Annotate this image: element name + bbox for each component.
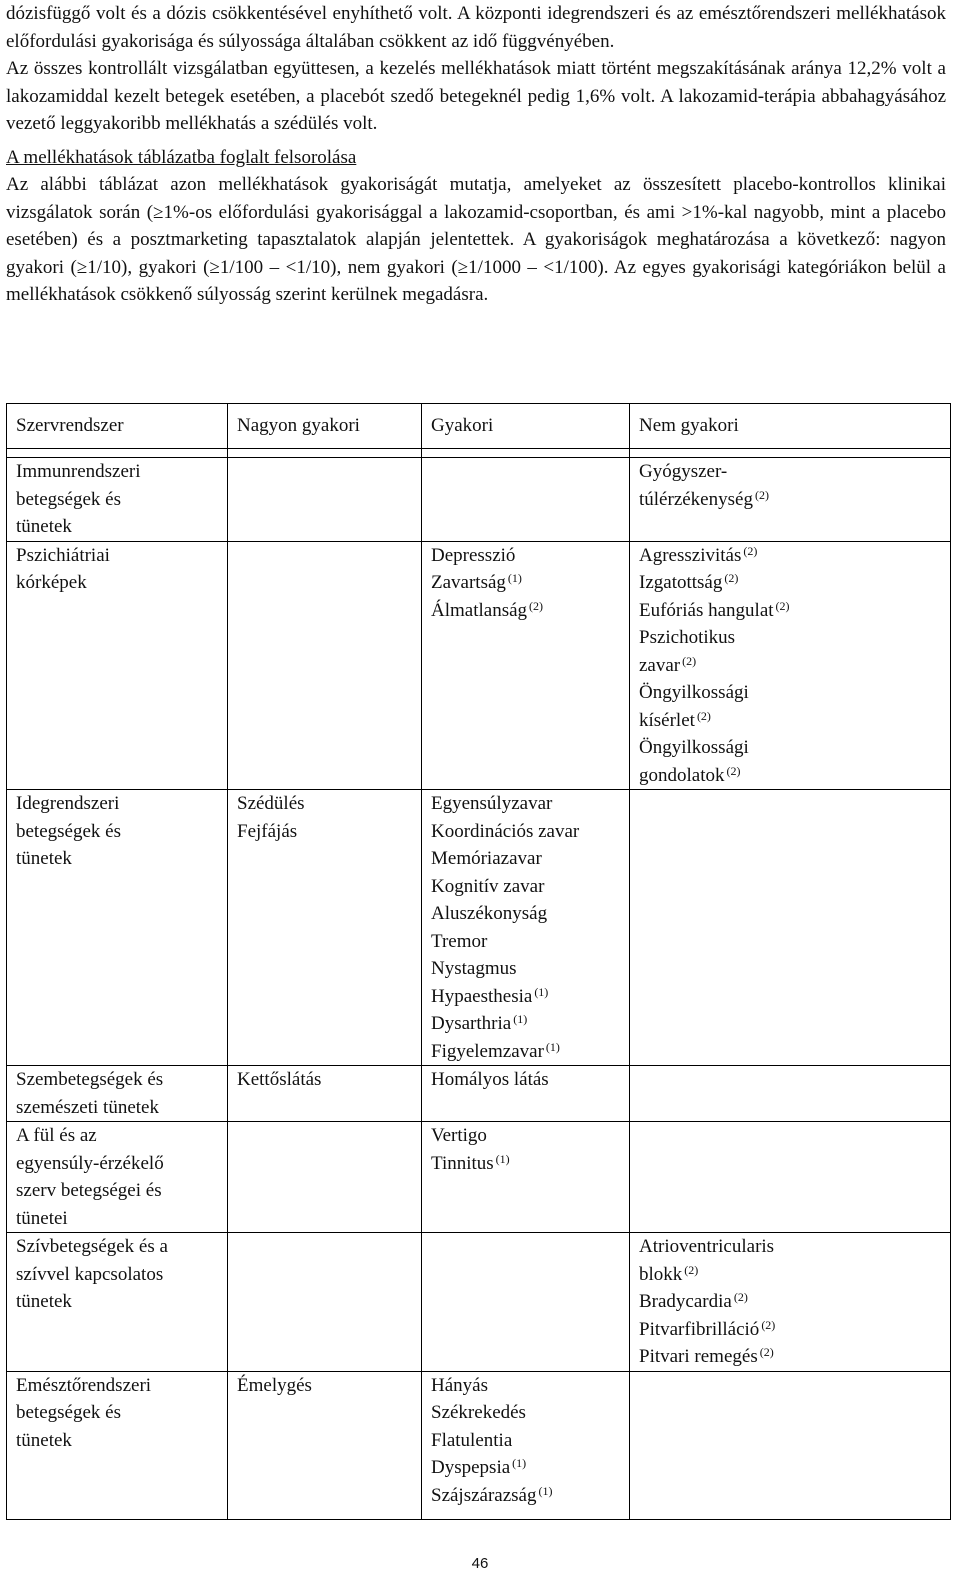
footnote-marker: (1) [545, 1039, 560, 1054]
organ-class-cell [7, 1122, 228, 1233]
cell-line [237, 818, 417, 846]
cell-line [431, 873, 625, 901]
cell-text: betegségek és [16, 488, 121, 510]
footnote-marker: (2) [743, 543, 758, 558]
cell-text: kórképek [16, 572, 87, 593]
cell-line [16, 1066, 223, 1094]
cell-text: Atrioventricularis [639, 1236, 775, 1257]
cell-text: szerv betegségei és [16, 1180, 162, 1201]
cell-text: Homályos látás [431, 1069, 549, 1090]
common-cell [422, 458, 630, 542]
cell-text: Fejfájás [237, 820, 298, 842]
footnote-marker: (2) [733, 1290, 748, 1304]
cell-line [16, 1122, 223, 1150]
footnote-marker: (2) [761, 1317, 776, 1332]
uncommon-cell [630, 1066, 951, 1122]
table-row [7, 458, 951, 542]
cell-line [237, 790, 417, 818]
cell-line [639, 597, 946, 625]
cell-text: Kognitív zavar [431, 875, 545, 897]
cell-line [639, 679, 946, 707]
cell-line [16, 1261, 223, 1289]
cell-text: Immunrendszeri [16, 461, 141, 482]
cell-text: Álmatlanság [431, 599, 528, 621]
cell-text: Székrekedés [431, 1402, 526, 1423]
cell-line [431, 1454, 625, 1482]
adverse-reactions-table [6, 403, 951, 1520]
cell-text: Öngyilkossági [639, 737, 749, 758]
cell-text: Eufóriás hangulat [639, 599, 774, 621]
cell-line [16, 790, 223, 818]
cell-line [431, 845, 625, 873]
cell-line [639, 1261, 946, 1289]
cell-line [639, 652, 946, 680]
cell-text: Pszichiátriai [16, 544, 110, 566]
cell-text: szemészeti tünetek [16, 1096, 159, 1118]
cell-text: Nystagmus [431, 958, 517, 979]
organ-class-cell [7, 458, 228, 542]
cell-text: betegségek és [16, 820, 121, 842]
footnote-marker: (2) [696, 708, 711, 723]
cell-text: Zavartság [431, 572, 506, 593]
cell-line [431, 1122, 625, 1150]
cell-text: Pszichotikus [639, 627, 736, 648]
cell-line [16, 542, 223, 570]
cell-line [431, 1066, 625, 1094]
cell-line [431, 955, 625, 983]
header-organ-class: Szervrendszer [7, 404, 228, 449]
footnote-marker: (2) [775, 598, 790, 613]
cell-text: Pitvari remegés [639, 1346, 758, 1367]
table-header-row [7, 404, 951, 449]
cell-text: Szívbetegségek és a [16, 1236, 168, 1257]
cell-text: gondolatok [639, 764, 725, 786]
table-row [7, 1371, 951, 1519]
cell-text: Pitvarfibrilláció [639, 1318, 760, 1340]
intro-paragraph-2: Az összes kontrollált vizsgálatban együttesen, a kezelés mellékhatások miatt történt megszakításának aránya 12,2% volt a lakozamiddal kezelt betegek esetében, a placebót szedő betegeknél pedig 1,6% volt. A lakozamid-terápia abbahagyásához vezető leggyakoribb mellékhatás a szédülés volt. [6, 58, 946, 134]
cell-text: zavar [639, 654, 681, 676]
cell-text: Szédülés [237, 793, 305, 814]
very-common-cell [228, 1122, 422, 1233]
cell-text: Hányás [431, 1374, 488, 1396]
table-body [7, 458, 951, 1520]
cell-line [16, 1233, 223, 1261]
cell-line [16, 569, 223, 597]
cell-text: blokk [639, 1263, 683, 1285]
cell-line [431, 1150, 625, 1178]
header-very-common: Nagyon gyakori [228, 404, 422, 449]
cell-line [639, 486, 946, 514]
cell-text: Vertigo [431, 1125, 487, 1146]
footnote-marker: (1) [495, 1151, 510, 1166]
cell-text: Agresszivitás [639, 544, 742, 566]
cell-line [16, 1150, 223, 1178]
very-common-cell [228, 1233, 422, 1372]
common-cell [422, 1233, 630, 1372]
cell-text: Émelygés [237, 1374, 312, 1396]
table-row [7, 1122, 951, 1233]
cell-text: Izgatottság [639, 572, 723, 593]
cell-line [431, 569, 625, 597]
cell-line [431, 1010, 625, 1038]
organ-class-cell [7, 541, 228, 790]
document-page [6, 0, 946, 309]
cell-text: tünetek [16, 516, 72, 537]
common-cell [422, 541, 630, 790]
very-common-cell [228, 1066, 422, 1122]
cell-line [16, 513, 223, 541]
cell-text: tünetek [16, 1429, 72, 1451]
footnote-marker: (2) [754, 487, 769, 502]
cell-text: Koordinációs zavar [431, 820, 580, 842]
cell-text: betegségek és [16, 1402, 121, 1423]
uncommon-cell [630, 1371, 951, 1519]
cell-line [16, 1205, 223, 1233]
cell-line [16, 1177, 223, 1205]
cell-line [639, 1288, 946, 1316]
cell-text: Gyógyszer- [639, 461, 728, 482]
footnote-marker: (2) [529, 598, 544, 613]
cell-line [431, 790, 625, 818]
footnote-marker: (1) [512, 1456, 527, 1470]
cell-line [431, 928, 625, 956]
very-common-cell [228, 790, 422, 1066]
very-common-cell [228, 458, 422, 542]
header-uncommon: Nem gyakori [630, 404, 951, 449]
cell-line [16, 458, 223, 486]
table-row [7, 1066, 951, 1122]
footnote-marker: (1) [507, 571, 522, 585]
cell-text: Szájszárazság [431, 1484, 537, 1506]
cell-text: egyensúly-érzékelő [16, 1152, 164, 1174]
uncommon-cell [630, 541, 951, 790]
cell-line [16, 1399, 223, 1427]
cell-line [639, 1233, 946, 1261]
cell-text: Memóriazavar [431, 848, 542, 869]
cell-text: Tremor [431, 930, 488, 952]
cell-line [639, 624, 946, 652]
cell-line [431, 1427, 625, 1455]
cell-text: kísérlet [639, 709, 695, 731]
organ-class-cell [7, 790, 228, 1066]
cell-text: Flatulentia [431, 1429, 513, 1451]
intro-paragraph-1: dózisfüggő volt és a dózis csökkentésével enyhíthető volt. A központi idegrendszeri és az emésztőrendszeri mellékhatások előfordulási gyakorisága és súlyossága általában csökkent az idő függvényében. [6, 3, 946, 52]
cell-line [639, 734, 946, 762]
cell-line [639, 1316, 946, 1344]
table-spacer-row [7, 449, 951, 458]
cell-line [431, 1482, 625, 1510]
cell-line [431, 1399, 625, 1427]
cell-line [431, 1038, 625, 1066]
cell-text: Emésztőrendszeri [16, 1374, 152, 1396]
very-common-cell [228, 541, 422, 790]
cell-text: A fül és az [16, 1125, 97, 1146]
organ-class-cell [7, 1066, 228, 1122]
footnote-marker: (2) [682, 653, 697, 668]
table-row [7, 541, 951, 790]
cell-text: Dysarthria [431, 1013, 512, 1034]
cell-text: Depresszió [431, 544, 516, 566]
cell-line [16, 1427, 223, 1455]
cell-text: Aluszékonyság [431, 903, 548, 924]
cell-text: tünetei [16, 1207, 68, 1229]
cell-text: szívvel kapcsolatos [16, 1263, 164, 1285]
cell-line [639, 707, 946, 735]
header-common: Gyakori [422, 404, 630, 449]
cell-text: Idegrendszeri [16, 793, 120, 814]
cell-text: Hypaesthesia [431, 985, 533, 1007]
cell-line [639, 458, 946, 486]
cell-line [639, 762, 946, 790]
footnote-marker: (2) [724, 571, 739, 585]
common-cell [422, 1066, 630, 1122]
very-common-cell [228, 1371, 422, 1519]
cell-line [431, 597, 625, 625]
footnote-marker: (1) [513, 1012, 528, 1026]
cell-line [16, 845, 223, 873]
cell-text: tünetek [16, 848, 72, 869]
cell-text: Figyelemzavar [431, 1040, 544, 1062]
footnote-marker: (2) [684, 1262, 699, 1277]
cell-line [16, 1372, 223, 1400]
cell-line [431, 1372, 625, 1400]
uncommon-cell [630, 458, 951, 542]
common-cell [422, 790, 630, 1066]
cell-line [16, 486, 223, 514]
footnote-marker: (2) [726, 763, 741, 778]
section-heading: A mellékhatások táblázatba foglalt felsorolása [6, 146, 357, 168]
cell-text: Szembetegségek és [16, 1069, 164, 1090]
footnote-marker: (1) [534, 984, 549, 999]
footnote-marker: (2) [759, 1345, 774, 1359]
organ-class-cell [7, 1371, 228, 1519]
cell-text: túlérzékenység [639, 488, 753, 510]
cell-line [431, 900, 625, 928]
cell-text: tünetek [16, 1291, 72, 1312]
cell-text: Dyspepsia [431, 1457, 511, 1478]
cell-line [237, 1372, 417, 1400]
common-cell [422, 1371, 630, 1519]
cell-line [431, 542, 625, 570]
organ-class-cell [7, 1233, 228, 1372]
common-cell [422, 1122, 630, 1233]
uncommon-cell [630, 1122, 951, 1233]
cell-line [237, 1066, 417, 1094]
cell-line [16, 1288, 223, 1316]
cell-line [639, 569, 946, 597]
uncommon-cell [630, 790, 951, 1066]
table-row [7, 790, 951, 1066]
footnote-marker: (1) [538, 1483, 553, 1498]
cell-text: Kettőslátás [237, 1069, 322, 1090]
cell-text: Tinnitus [431, 1152, 494, 1174]
cell-text: Bradycardia [639, 1291, 732, 1312]
cell-text: Öngyilkossági [639, 682, 749, 703]
cell-line [639, 1343, 946, 1371]
cell-line [431, 818, 625, 846]
uncommon-cell [630, 1233, 951, 1372]
cell-line [431, 983, 625, 1011]
page-number: 46 [471, 1555, 489, 1572]
cell-line [639, 542, 946, 570]
cell-line [16, 818, 223, 846]
table-row [7, 1233, 951, 1372]
cell-line [16, 1094, 223, 1122]
intro-paragraph-3: Az alábbi táblázat azon mellékhatások gyakoriságát mutatja, amelyeket az összesített placebo-kontrollos klinikai vizsgálatok során (≥1%-os előfordulási gyakorisággal a lakozamid-csoportban, és ami >1%-kal nagyobb, mint a placebo esetében) és a posztmarketing tapasztalatok alapján jelentettek. A gyakoriságok meghatározása a következő: nagyon gyakori (≥1/10), gyakori (≥1/100 – <1/10), nem gyakori (≥1/1000 – <1/100). Az egyes gyakorisági kategóriákon belül a mellékhatások csökkenő súlyosság szerint kerülnek megadásra. [6, 174, 946, 305]
cell-text: Egyensúlyzavar [431, 793, 553, 814]
